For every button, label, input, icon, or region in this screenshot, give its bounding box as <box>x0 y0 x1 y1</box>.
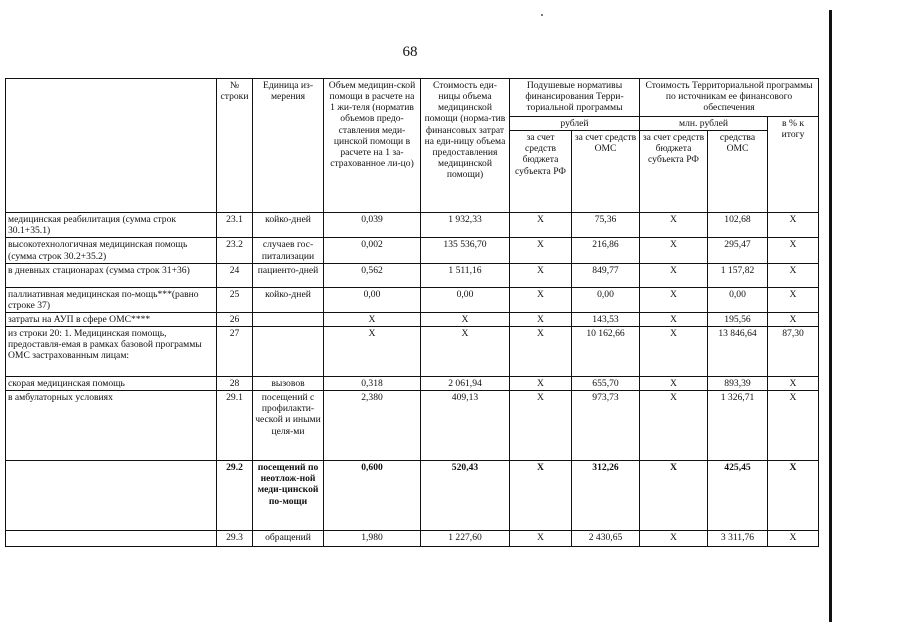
row-cost: 1 511,16 <box>421 263 510 287</box>
row-volume: X <box>324 327 421 377</box>
row-total-oms: 295,47 <box>708 238 768 263</box>
row-percent: 87,30 <box>768 327 819 377</box>
row-volume: X <box>324 312 421 326</box>
row-unit: обращений <box>253 531 324 547</box>
row-name: скорая медицинская помощь <box>6 377 217 391</box>
table-row <box>6 312 819 326</box>
row-per-capita-budget: X <box>510 377 572 391</box>
row-unit: койко-дней <box>253 287 324 312</box>
row-unit: случаев гос-питализации <box>253 238 324 263</box>
row-per-capita-budget: X <box>510 391 572 461</box>
header-unit: Единица из-мерения <box>253 79 324 213</box>
row-total-budget: X <box>640 391 708 461</box>
row-volume: 0,039 <box>324 213 421 238</box>
row-per-capita-budget: X <box>510 213 572 238</box>
header-volume: Объем медицин-ской помощи в расчете на 1 жи-теля (норматив объемов предо-ставления меди-цинской помощи в расчете на 1 за-страхованное ли-цо) <box>324 79 421 213</box>
page-number: 68 <box>402 44 418 60</box>
row-number: 23.1 <box>217 213 253 238</box>
row-name: паллиативная медицинская по-мощь***(равно строке 37) <box>6 287 217 312</box>
row-percent: X <box>768 377 819 391</box>
table-row <box>6 213 819 238</box>
row-total-oms: 1 157,82 <box>708 263 768 287</box>
row-number: 29.2 <box>217 461 253 531</box>
row-volume: 2,380 <box>324 391 421 461</box>
table-row <box>6 391 819 461</box>
row-total-budget: X <box>640 327 708 377</box>
row-number: 29.3 <box>217 531 253 547</box>
row-unit: посещений с профилакти-ческой и иными целя-ми <box>253 391 324 461</box>
row-total-budget: X <box>640 263 708 287</box>
header-per-capita-budget: за счет средств бюджета субъекта РФ <box>510 131 572 213</box>
row-number: 28 <box>217 377 253 391</box>
row-cost: 135 536,70 <box>421 238 510 263</box>
row-cost: 409,13 <box>421 391 510 461</box>
row-name <box>6 461 217 531</box>
row-percent: X <box>768 287 819 312</box>
row-total-oms: 195,56 <box>708 312 768 326</box>
row-unit: пациенто-дней <box>253 263 324 287</box>
header-cost: Стоимость еди-ницы объема медицинской помощи (норма-тив финансовых затрат на еди-ницу объема предоставления медицинской помощи) <box>421 79 510 213</box>
row-number: 26 <box>217 312 253 326</box>
header-per-capita-oms: за счет средств ОМС <box>572 131 640 213</box>
row-total-oms: 0,00 <box>708 287 768 312</box>
row-cost: 1 227,60 <box>421 531 510 547</box>
row-percent: X <box>768 461 819 531</box>
row-cost: 2 061,94 <box>421 377 510 391</box>
row-unit <box>253 327 324 377</box>
header-rubles: рублей <box>510 117 640 131</box>
header-percent: в % к итогу <box>768 117 819 213</box>
row-per-capita-budget: X <box>510 531 572 547</box>
row-total-oms: 1 326,71 <box>708 391 768 461</box>
header-total-oms: средства ОМС <box>708 131 768 213</box>
header-per-capita-group: Подушевые нормативы финансирования Терри-ториальной программы <box>510 79 640 117</box>
row-volume: 1,980 <box>324 531 421 547</box>
row-name: из строки 20: 1. Медицинская помощь, предоставля-емая в рамках базовой программы ОМС застрахованным лицам: <box>6 327 217 377</box>
row-volume: 0,002 <box>324 238 421 263</box>
row-per-capita-oms: 973,73 <box>572 391 640 461</box>
row-total-budget: X <box>640 461 708 531</box>
row-total-oms: 102,68 <box>708 213 768 238</box>
row-unit <box>253 312 324 326</box>
row-per-capita-oms: 143,53 <box>572 312 640 326</box>
row-name: медицинская реабилитация (сумма строк 30.1+35.1) <box>6 213 217 238</box>
row-volume: 0,318 <box>324 377 421 391</box>
row-per-capita-oms: 312,26 <box>572 461 640 531</box>
row-total-budget: X <box>640 377 708 391</box>
table-row <box>6 531 819 547</box>
row-name: в дневных стационарах (сумма строк 31+36) <box>6 263 217 287</box>
row-per-capita-budget: X <box>510 263 572 287</box>
row-total-budget: X <box>640 287 708 312</box>
row-per-capita-oms: 655,70 <box>572 377 640 391</box>
row-cost: X <box>421 327 510 377</box>
row-unit: койко-дней <box>253 213 324 238</box>
row-per-capita-oms: 75,36 <box>572 213 640 238</box>
row-per-capita-budget: X <box>510 287 572 312</box>
row-per-capita-oms: 2 430,65 <box>572 531 640 547</box>
row-number: 29.1 <box>217 391 253 461</box>
header-mln-rubles: млн. рублей <box>640 117 768 131</box>
row-cost: 1 932,33 <box>421 213 510 238</box>
row-total-oms: 425,45 <box>708 461 768 531</box>
table-row <box>6 377 819 391</box>
row-total-budget: X <box>640 531 708 547</box>
scan-edge-line <box>829 10 832 622</box>
row-total-budget: X <box>640 312 708 326</box>
header-total-budget: за счет средств бюджета субъекта РФ <box>640 131 708 213</box>
row-percent: X <box>768 531 819 547</box>
row-volume: 0,00 <box>324 287 421 312</box>
table-row <box>6 287 819 312</box>
row-per-capita-budget: X <box>510 327 572 377</box>
table-row <box>6 263 819 287</box>
row-unit: посещений по неотлож-ной меди-цинской по-мощи <box>253 461 324 531</box>
row-percent: X <box>768 391 819 461</box>
row-per-capita-budget: X <box>510 312 572 326</box>
header-row-no: № строки <box>217 79 253 213</box>
header-name-cell <box>6 79 217 213</box>
row-total-oms: 3 311,76 <box>708 531 768 547</box>
row-total-oms: 13 846,64 <box>708 327 768 377</box>
row-volume: 0,600 <box>324 461 421 531</box>
row-per-capita-oms: 216,86 <box>572 238 640 263</box>
table-row <box>6 238 819 263</box>
row-name <box>6 531 217 547</box>
scan-speck <box>541 14 543 16</box>
table-row <box>6 461 819 531</box>
row-number: 27 <box>217 327 253 377</box>
row-percent: X <box>768 213 819 238</box>
table-row <box>6 327 819 377</box>
row-percent: X <box>768 263 819 287</box>
row-percent: X <box>768 238 819 263</box>
header-total-group: Стоимость Территориальной программы по источникам ее финансового обеспечения <box>640 79 819 117</box>
row-total-budget: X <box>640 213 708 238</box>
row-cost: 520,43 <box>421 461 510 531</box>
row-per-capita-oms: 0,00 <box>572 287 640 312</box>
row-total-oms: 893,39 <box>708 377 768 391</box>
row-percent: X <box>768 312 819 326</box>
row-total-budget: X <box>640 238 708 263</box>
financing-table <box>5 78 819 547</box>
row-number: 24 <box>217 263 253 287</box>
row-per-capita-budget: X <box>510 461 572 531</box>
row-name: высокотехнологичная медицинская помощь (сумма строк 30.2+35.2) <box>6 238 217 263</box>
row-number: 25 <box>217 287 253 312</box>
row-volume: 0,562 <box>324 263 421 287</box>
row-name: в амбулаторных условиях <box>6 391 217 461</box>
row-per-capita-budget: X <box>510 238 572 263</box>
row-name: затраты на АУП в сфере ОМС**** <box>6 312 217 326</box>
row-per-capita-oms: 10 162,66 <box>572 327 640 377</box>
row-per-capita-oms: 849,77 <box>572 263 640 287</box>
row-cost: 0,00 <box>421 287 510 312</box>
row-unit: вызовов <box>253 377 324 391</box>
row-cost: X <box>421 312 510 326</box>
row-number: 23.2 <box>217 238 253 263</box>
